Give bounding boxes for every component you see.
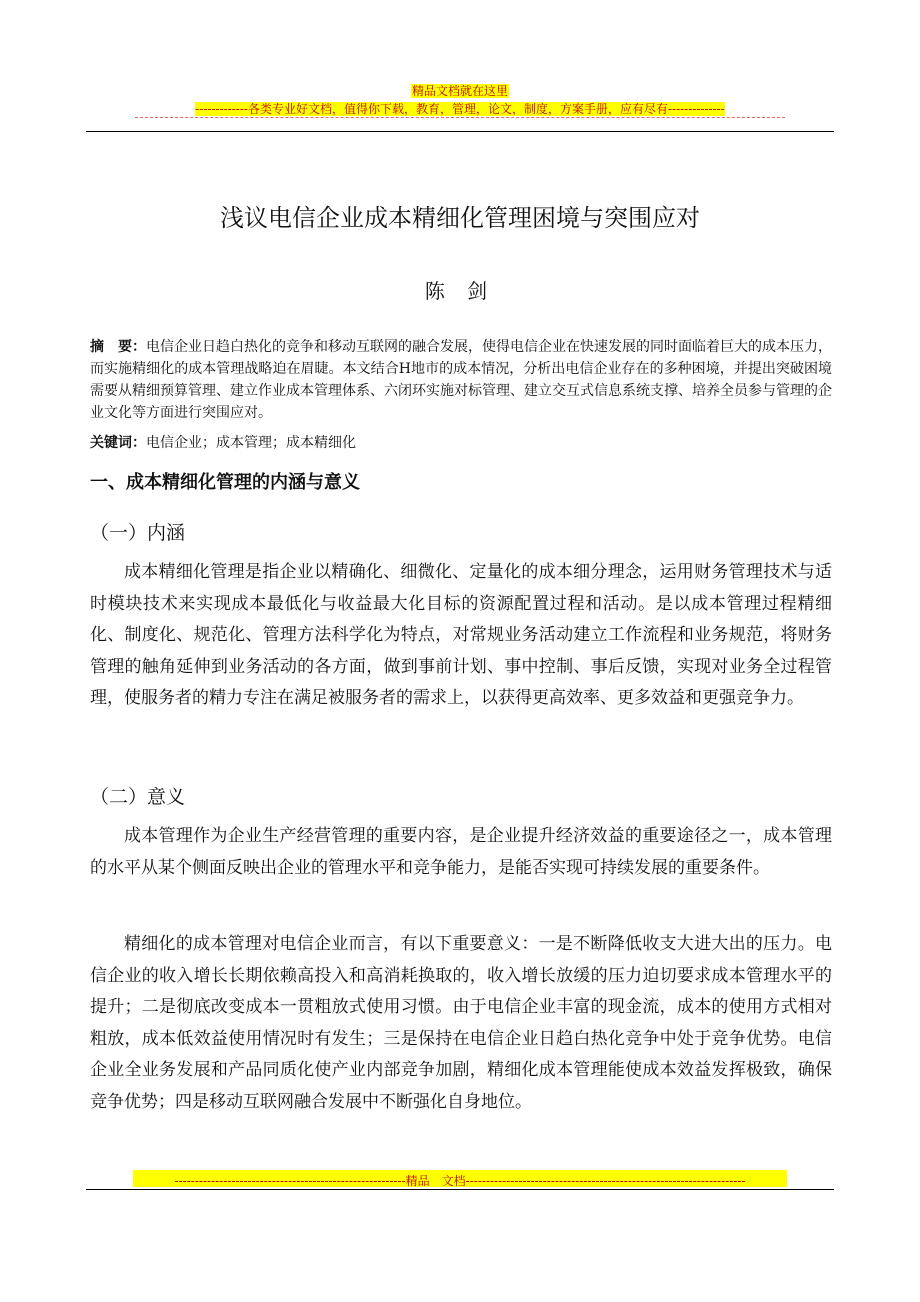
article-title: 浅议电信企业成本精细化管理困境与突围应对	[220, 204, 700, 232]
paragraph: 成本管理作为企业生产经营管理的重要内容，是企业提升经济效益的重要途径之一，成本管理的水平从某个侧面反映出企业的管理水平和竞争能力，是能否实现可持续发展的重要条件。	[90, 826, 832, 878]
abstract-label: 摘 要：	[90, 339, 146, 355]
keywords	[90, 432, 832, 454]
paragraph: 精细化的成本管理对电信企业而言，有以下重要意义：一是不断降低收支大进大出的压力。电信企业的收入增长长期依赖高投入和高消耗换取的，收入增长放缓的压力迫切要求成本管理水平的提升；二是彻底改变成本一贯粗放式使用习惯。由于电信企业丰富的现金流，成本的使用方式相对粗放，成本低效益使用情况时有发生；三是保持在电信企业日趋白热化竞争中处于竞争优势。电信企业全业务发展和产品同质化使产业内部竞争加剧，精细化成本管理能使成本效益发挥极致，确保竞争优势；四是移动互联网融合发展中不断强化自身地位。	[90, 934, 832, 1112]
keywords-text: 电信企业；成本管理；成本精细化	[146, 435, 356, 451]
abstract	[90, 336, 832, 424]
section-heading: 一、成本精细化管理的内涵与意义	[90, 472, 360, 493]
article-author: 陈 剑	[424, 279, 496, 303]
header-rule	[86, 131, 834, 132]
footer-banner	[133, 1170, 787, 1187]
footer-banner-text: ---------------------------------------------------------精品 文档---------------------------------------------------------------------	[174, 1174, 746, 1187]
subsection-heading-connotation: （一）内涵	[90, 522, 186, 544]
header-banner-title-text: 精品文档就在这里	[411, 84, 508, 98]
paragraph: 成本精细化管理是指企业以精确化、细微化、定量化的成本细分理念，运用财务管理技术与适时模块技术来实现成本最低化与收益最大化目标的资源配置过程和活动。是以成本管理过程精细化、制度化、规范化、管理方法科学化为特点，对常规业务活动建立工作流程和业务规范，将财务管理的触角延伸到业务活动的各方面，做到事前计划、事中控制、事后反馈，实现对业务全过程管理，使服务者的精力专注在满足被服务者的需求上，以获得更高效率、更多效益和更强竞争力。	[90, 562, 832, 708]
header-banner-tagline-text: -------------各类专业好文档，值得你下载，教育，管理，论文，制度，方案手册，应有尽有--------------	[195, 102, 725, 116]
header-banner-title	[0, 80, 920, 99]
header-banner-tagline	[0, 98, 920, 117]
footer-rule	[86, 1189, 834, 1190]
abstract-text: 电信企业日趋白热化的竞争和移动互联网的融合发展，使得电信企业在快速发展的同时面临着巨大的成本压力，而实施精细化的成本管理战略迫在眉睫。本文结合H地市的成本情况，分析出电信企业存在的多种困境，并提出突破困境需要从精细预算管理、建立作业成本管理体系、六闭环实施对标管理、建立交互式信息系统支撑、培养全员参与管理的企业文化等方面进行突围应对。	[90, 339, 832, 421]
keywords-label: 关键词：	[90, 435, 146, 451]
header-dashed-divider	[135, 117, 785, 118]
subsection-heading-significance: （二）意义	[90, 786, 186, 808]
